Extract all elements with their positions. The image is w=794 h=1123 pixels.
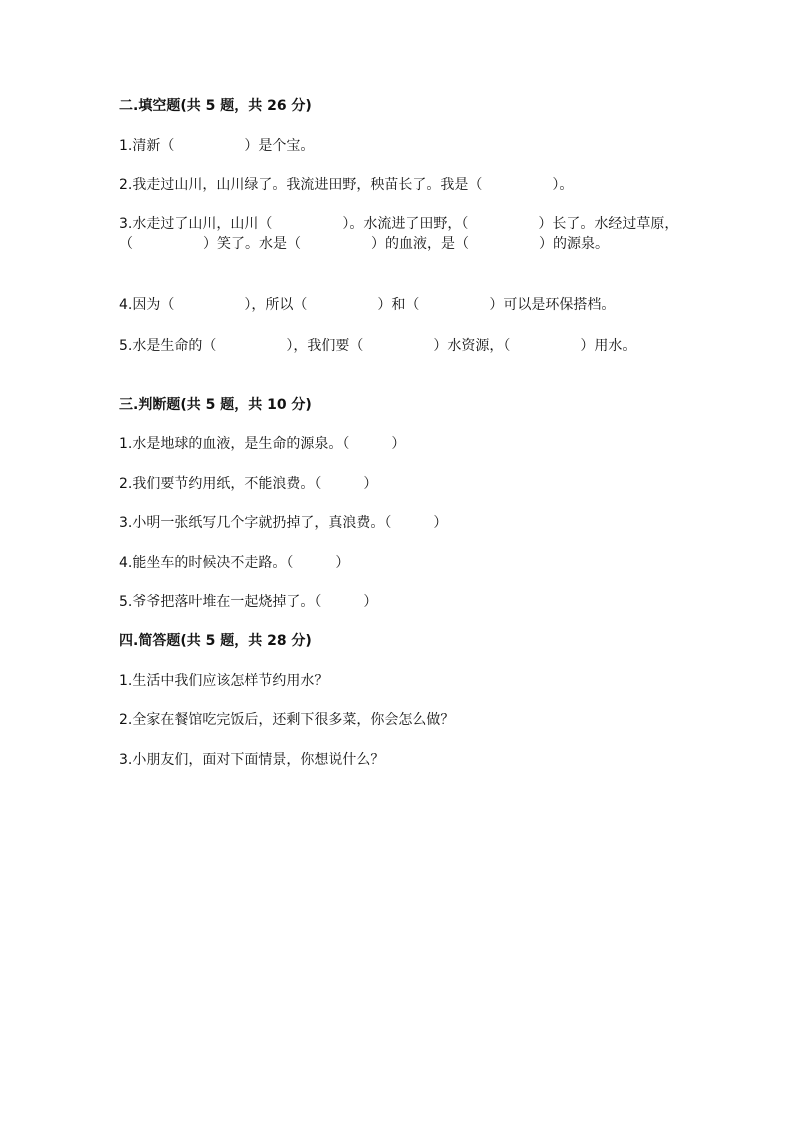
section-title-fill-blank: 二.填空题(共 5 题，共 26 分): [119, 98, 312, 114]
question-fill-3: 3.水走过了山川，山川（ ）。水流进了田野，（ ）长了。水经过草原，（ ）笑了。水是（ ）的血液，是（ ）的源泉。: [119, 216, 679, 252]
question-fill-2: 2.我走过山川，山川绿了。我流进田野，秧苗长了。我是（ ）。: [119, 177, 574, 193]
question-fill-1: 1.清新（ ）是个宝。: [119, 138, 315, 154]
question-fill-5: 5.水是生命的（ ），我们要（ ）水资源，（ ）用水。: [119, 338, 637, 354]
question-fill-4: 4.因为（ ），所以（ ）和（ ）可以是环保搭档。: [119, 297, 616, 313]
question-judge-4: 4.能坐车的时候决不走路。（ ）: [119, 555, 350, 571]
section-title-true-false: 三.判断题(共 5 题，共 10 分): [119, 397, 312, 413]
section-title-short-answer: 四.简答题(共 5 题，共 28 分): [119, 633, 312, 649]
question-judge-1: 1.水是地球的血液，是生命的源泉。（ ）: [119, 436, 406, 452]
question-judge-5: 5.爷爷把落叶堆在一起烧掉了。（ ）: [119, 594, 378, 610]
question-short-2: 2.全家在餐馆吃完饭后，还剩下很多菜，你会怎么做？: [119, 712, 455, 728]
question-judge-2: 2.我们要节约用纸，不能浪费。（ ）: [119, 476, 378, 492]
question-judge-3: 3.小明一张纸写几个字就扔掉了，真浪费。（ ）: [119, 515, 448, 531]
question-short-1: 1.生活中我们应该怎样节约用水？: [119, 673, 329, 689]
question-short-3: 3.小朋友们，面对下面情景，你想说什么？: [119, 752, 385, 768]
